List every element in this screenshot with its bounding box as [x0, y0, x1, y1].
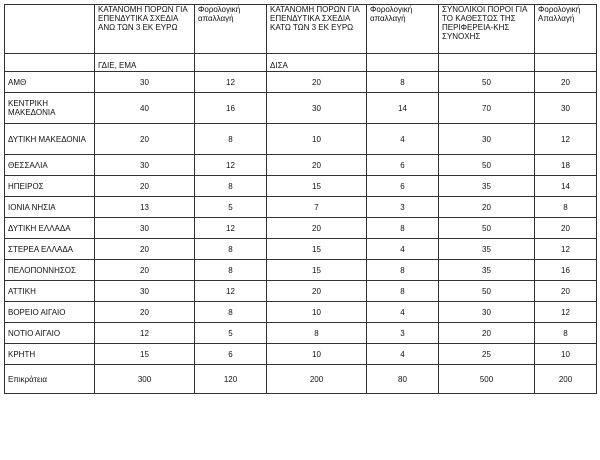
value-cell: 12 [535, 302, 597, 323]
value-cell: 18 [535, 155, 597, 176]
value-cell: 8 [367, 218, 439, 239]
value-cell: 20 [267, 281, 367, 302]
value-cell: 8 [195, 302, 267, 323]
column-header: ΚΑΤΑΝΟΜΗ ΠΟΡΩΝ ΓΙΑ ΕΠΕΝΔΥΤΙΚΑ ΣΧΕΔΙΑ ΚΑΤΩ ΤΩΝ 3 ΕΚ ΕΥΡΩ [267, 5, 367, 54]
value-cell: 30 [95, 155, 195, 176]
column-subheader [195, 54, 267, 72]
value-cell: 50 [439, 72, 535, 93]
value-cell: 12 [195, 72, 267, 93]
value-cell: 25 [439, 344, 535, 365]
total-label: Επικράτεια [5, 365, 95, 394]
value-cell: 20 [439, 197, 535, 218]
value-cell: 8 [195, 239, 267, 260]
value-cell: 20 [95, 124, 195, 155]
table-row [5, 302, 597, 323]
value-cell: 6 [195, 344, 267, 365]
value-cell: 4 [367, 124, 439, 155]
value-cell: 30 [95, 218, 195, 239]
value-cell: 3 [367, 197, 439, 218]
value-cell: 8 [367, 281, 439, 302]
value-cell: 5 [195, 197, 267, 218]
value-cell: 50 [439, 218, 535, 239]
value-cell: 5 [195, 323, 267, 344]
value-cell: 35 [439, 176, 535, 197]
value-cell: 6 [367, 176, 439, 197]
region-name: ΗΠΕΙΡΟΣ [5, 176, 95, 197]
value-cell: 14 [367, 93, 439, 124]
region-name: ΑΤΤΙΚΗ [5, 281, 95, 302]
total-value-cell: 80 [367, 365, 439, 394]
value-cell: 8 [267, 323, 367, 344]
value-cell: 50 [439, 155, 535, 176]
value-cell: 30 [439, 124, 535, 155]
column-subheader [5, 54, 95, 72]
value-cell: 4 [367, 239, 439, 260]
region-name: ΔΥΤΙΚΗ ΜΑΚΕΔΟΝΙΑ [5, 124, 95, 155]
table-row [5, 72, 597, 93]
value-cell: 4 [367, 302, 439, 323]
value-cell: 30 [95, 72, 195, 93]
column-subheader [535, 54, 597, 72]
value-cell: 15 [95, 344, 195, 365]
value-cell: 20 [535, 72, 597, 93]
table-row [5, 197, 597, 218]
region-name: ΚΕΝΤΡΙΚΗ ΜΑΚΕΔΟΝΙΑ [5, 93, 95, 124]
total-value-cell: 120 [195, 365, 267, 394]
value-cell: 8 [535, 197, 597, 218]
value-cell: 10 [535, 344, 597, 365]
table-row [5, 218, 597, 239]
column-header: Φορολογική απαλλαγή [195, 5, 267, 54]
table-row [5, 281, 597, 302]
total-value-cell: 200 [267, 365, 367, 394]
column-subheader: ΔΙΣΑ [267, 54, 367, 72]
value-cell: 12 [195, 218, 267, 239]
table-row [5, 344, 597, 365]
value-cell: 20 [95, 176, 195, 197]
value-cell: 8 [367, 260, 439, 281]
column-header: ΣΥΝΟΛΙΚΟΙ ΠΟΡΟΙ ΓΙΑ ΤΟ ΚΑΘΕΣΤΩΣ ΤΗΣ ΠΕΡΙΦΕΡΕΙΑ-ΚΗΣ ΣΥΝΟΧΗΣ [439, 5, 535, 54]
value-cell: 20 [95, 239, 195, 260]
value-cell: 40 [95, 93, 195, 124]
value-cell: 50 [439, 281, 535, 302]
value-cell: 35 [439, 239, 535, 260]
table-row [5, 260, 597, 281]
value-cell: 20 [535, 281, 597, 302]
value-cell: 20 [267, 218, 367, 239]
region-name: ΔΥΤΙΚΗ ΕΛΛΑΔΑ [5, 218, 95, 239]
value-cell: 6 [367, 155, 439, 176]
value-cell: 30 [439, 302, 535, 323]
total-value-cell: 200 [535, 365, 597, 394]
value-cell: 20 [535, 218, 597, 239]
region-name: ΙΟΝΙΑ ΝΗΣΙΑ [5, 197, 95, 218]
value-cell: 3 [367, 323, 439, 344]
value-cell: 30 [95, 281, 195, 302]
subheader-row [5, 54, 597, 72]
value-cell: 30 [267, 93, 367, 124]
value-cell: 10 [267, 344, 367, 365]
value-cell: 12 [195, 281, 267, 302]
value-cell: 12 [535, 124, 597, 155]
value-cell: 20 [95, 302, 195, 323]
value-cell: 8 [195, 176, 267, 197]
region-name: ΝΟΤΙΟ ΑΙΓΑΙΟ [5, 323, 95, 344]
table-row [5, 155, 597, 176]
column-header: ΚΑΤΑΝΟΜΗ ΠΟΡΩΝ ΓΙΑ ΕΠΕΝΔΥΤΙΚΑ ΣΧΕΔΙΑ ΑΝΩ ΤΩΝ 3 ΕΚ ΕΥΡΩ [95, 5, 195, 54]
value-cell: 15 [267, 239, 367, 260]
table-row [5, 124, 597, 155]
value-cell: 13 [95, 197, 195, 218]
value-cell: 10 [267, 302, 367, 323]
column-subheader: ΓΔΙΕ, ΕΜΑ [95, 54, 195, 72]
total-value-cell: 300 [95, 365, 195, 394]
table-row [5, 323, 597, 344]
value-cell: 7 [267, 197, 367, 218]
value-cell: 8 [535, 323, 597, 344]
value-cell: 15 [267, 260, 367, 281]
region-name: ΠΕΛΟΠΟΝΝΗΣΟΣ [5, 260, 95, 281]
region-name: ΘΕΣΣΑΛΙΑ [5, 155, 95, 176]
value-cell: 20 [267, 72, 367, 93]
table-row [5, 176, 597, 197]
value-cell: 16 [195, 93, 267, 124]
value-cell: 12 [535, 239, 597, 260]
total-row [5, 365, 597, 394]
table-body [5, 5, 597, 394]
allocation-table [4, 4, 597, 394]
value-cell: 12 [95, 323, 195, 344]
column-subheader [367, 54, 439, 72]
value-cell: 20 [267, 155, 367, 176]
value-cell: 12 [195, 155, 267, 176]
value-cell: 20 [95, 260, 195, 281]
value-cell: 16 [535, 260, 597, 281]
value-cell: 70 [439, 93, 535, 124]
column-header: Φορολογική Απαλλαγή [535, 5, 597, 54]
value-cell: 35 [439, 260, 535, 281]
region-name: ΑΜΘ [5, 72, 95, 93]
header-row [5, 5, 597, 54]
region-name: ΣΤΕΡΕΑ ΕΛΛΑΔΑ [5, 239, 95, 260]
total-value-cell: 500 [439, 365, 535, 394]
region-name: ΚΡΗΤΗ [5, 344, 95, 365]
column-header [5, 5, 95, 54]
value-cell: 4 [367, 344, 439, 365]
value-cell: 8 [367, 72, 439, 93]
region-name: ΒΟΡΕΙΟ ΑΙΓΑΙΟ [5, 302, 95, 323]
column-subheader [439, 54, 535, 72]
value-cell: 20 [439, 323, 535, 344]
column-header: Φορολογική απαλλαγή [367, 5, 439, 54]
value-cell: 8 [195, 124, 267, 155]
value-cell: 8 [195, 260, 267, 281]
value-cell: 14 [535, 176, 597, 197]
value-cell: 10 [267, 124, 367, 155]
value-cell: 30 [535, 93, 597, 124]
value-cell: 15 [267, 176, 367, 197]
table-row [5, 93, 597, 124]
table-row [5, 239, 597, 260]
